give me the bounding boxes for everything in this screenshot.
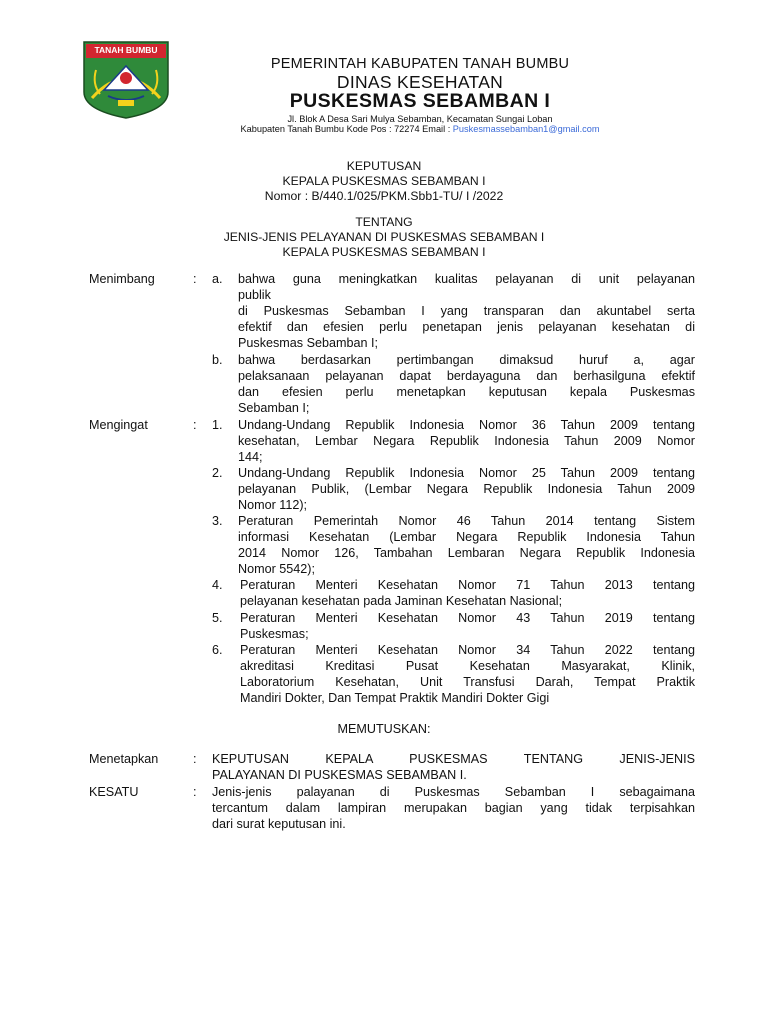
mengingat-item-line: Undang-Undang Republik Indonesia Nomor 25 Tahun 2009 tentang: [238, 466, 695, 480]
mengingat-item-line: Puskesmas;: [240, 627, 309, 641]
tanah-bumbu-logo: [82, 40, 170, 120]
menimbang-a-line: publik: [238, 288, 271, 302]
mengingat-item-line: Peraturan Menteri Kesehatan Nomor 43 Tahun 2019 tentang: [240, 611, 695, 625]
logo-caption: TANAH BUMBU: [94, 45, 158, 55]
mengingat-item-line: Nomor 5542);: [238, 562, 315, 576]
doc-subject-2: KEPALA PUSKESMAS SEBAMBAN I: [282, 245, 486, 259]
menimbang-a-line: di Puskesmas Sebamban I yang transparan dan akuntabel serta: [238, 304, 695, 318]
kesatu-label: KESATU: [89, 785, 139, 799]
mengingat-item-line: Nomor 112);: [238, 498, 308, 512]
menetapkan-colon: :: [193, 752, 197, 766]
contact-prefix: Kabupaten Tanah Bumbu Kode Pos : 72274 Email :: [240, 124, 453, 134]
mengingat-item-line: pelayanan kesehatan pada Jaminan Kesehatan Nasional;: [240, 594, 563, 608]
menimbang-b-mark: b.: [212, 353, 223, 367]
menimbang-a-line: efektif dan efesien perlu penetapan jenis pelayanan kesehatan di: [238, 320, 695, 334]
letterhead-government: PEMERINTAH KABUPATEN TANAH BUMBU: [270, 56, 570, 72]
mengingat-item-line: Mandiri Dokter, Dan Tempat Praktik Mandiri Dokter Gigi: [240, 691, 550, 705]
mengingat-item-line: kesehatan, Lembar Negara Republik Indonesia Tahun 2009 Nomor: [238, 434, 695, 448]
mengingat-item-mark: 4.: [212, 578, 223, 592]
doc-number: Nomor : B/440.1/025/PKM.Sbb1-TU/ I /2022: [264, 189, 504, 203]
doc-title-keputusan: KEPUTUSAN: [346, 159, 422, 173]
menimbang-a-mark: a.: [212, 272, 223, 286]
mengingat-item-line: akreditasi Kreditasi Pusat Kesehatan Masyarakat, Klinik,: [240, 659, 695, 673]
menimbang-a-line: bahwa guna meningkatkan kualitas pelayanan di unit pelayanan: [238, 272, 695, 286]
mengingat-item-mark: 5.: [212, 611, 223, 625]
doc-title-kepala: KEPALA PUSKESMAS SEBAMBAN I: [282, 174, 486, 188]
doc-title-tentang: TENTANG: [355, 215, 413, 229]
mengingat-item-mark: 1.: [212, 418, 223, 432]
mengingat-item-line: Peraturan Pemerintah Nomor 46 Tahun 2014 tentang Sistem: [238, 514, 695, 528]
mengingat-item-mark: 3.: [212, 514, 223, 528]
mengingat-item-mark: 2.: [212, 466, 223, 480]
kesatu-line: tercantum dalam lampiran merupakan bagian yang tidak terpisahkan: [212, 801, 695, 815]
letterhead-agency: DINAS KESEHATAN: [336, 72, 504, 92]
menimbang-b-line: Sebamban I;: [238, 401, 310, 415]
letterhead-address: Jl. Blok A Desa Sari Mulya Sebamban, Kecamatan Sungai Loban: [287, 114, 553, 124]
menetapkan-line: PALAYANAN DI PUSKESMAS SEBAMBAN I.: [212, 768, 467, 782]
mengingat-item-line: 144;: [238, 450, 263, 464]
letterhead-institution: PUSKESMAS SEBAMBAN I: [289, 90, 551, 112]
menimbang-a-line: Puskesmas Sebamban I;: [238, 336, 379, 350]
menimbang-label: Menimbang: [89, 272, 155, 286]
memutuskan-heading: MEMUTUSKAN:: [337, 722, 431, 736]
mengingat-label: Mengingat: [89, 418, 148, 432]
kesatu-line: Jenis-jenis palayanan di Puskesmas Sebamban I sebagaimana: [212, 785, 695, 799]
doc-subject-1: JENIS-JENIS PELAYANAN DI PUSKESMAS SEBAMBAN I: [223, 230, 545, 244]
menimbang-b-line: dan efesien perlu menetapkan keputusan kepala Puskesmas: [238, 385, 695, 399]
mengingat-item-line: Peraturan Menteri Kesehatan Nomor 34 Tahun 2022 tentang: [240, 643, 695, 657]
menetapkan-line: KEPUTUSAN KEPALA PUSKESMAS TENTANG JENIS-JENIS: [212, 752, 695, 766]
menimbang-b-line: bahwa berdasarkan pertimbangan dimaksud huruf a, agar: [238, 353, 695, 367]
mengingat-item-line: Laboratorium Kesehatan, Unit Transfusi Darah, Tempat Praktik: [240, 675, 695, 689]
menimbang-b-line: pelaksanaan pelayanan dapat berdayaguna dan berhasilguna efektif: [238, 369, 695, 383]
mengingat-item-line: informasi Kesehatan (Lembar Negara Republik Indonesia Tahun: [238, 530, 695, 544]
email-link[interactable]: Puskesmassebamban1@gmail.com: [452, 124, 600, 134]
mengingat-item-line: pelayanan Publik, (Lembar Negara Republik Indonesia Tahun 2009: [238, 482, 695, 496]
mengingat-item-line: Undang-Undang Republik Indonesia Nomor 36 Tahun 2009 tentang: [238, 418, 695, 432]
kesatu-line: dari surat keputusan ini.: [212, 817, 346, 831]
mengingat-item-mark: 6.: [212, 643, 223, 657]
menetapkan-label: Menetapkan: [89, 752, 159, 766]
menimbang-colon: :: [193, 272, 197, 286]
mengingat-item-line: 2014 Nomor 126, Tambahan Lembaran Negara Republik Indonesia: [238, 546, 695, 560]
kesatu-colon: :: [193, 785, 197, 799]
letterhead-contact: [180, 124, 660, 134]
mengingat-item-line: Peraturan Menteri Kesehatan Nomor 71 Tahun 2013 tentang: [240, 578, 695, 592]
mengingat-colon: :: [193, 418, 197, 432]
